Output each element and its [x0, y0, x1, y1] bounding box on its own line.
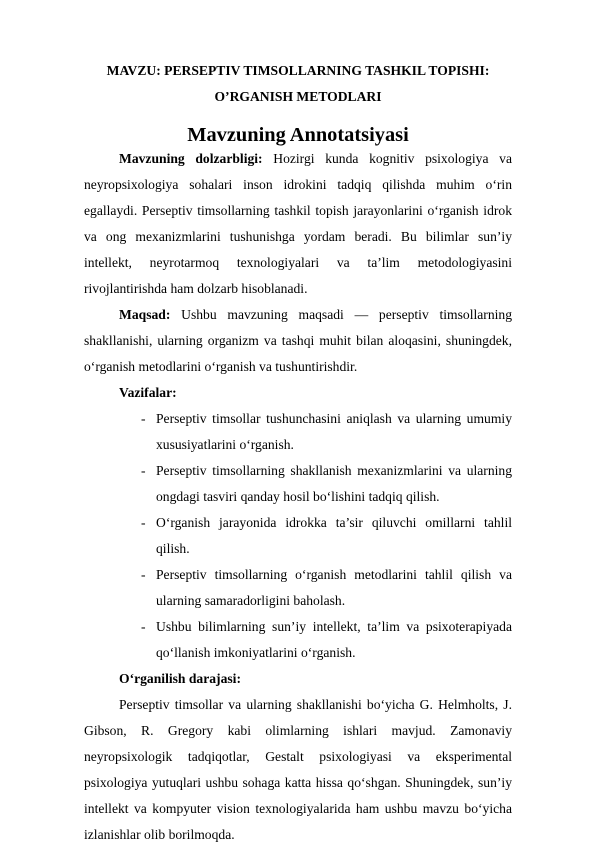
list-item-text: Perseptiv timsollar tushunchasini aniqlash va ularning umumiy xususiyatlarini o‘rganish.: [156, 411, 512, 452]
relevance-label: Mavzuning dolzarbligi:: [119, 151, 263, 166]
tasks-heading: Vazifalar:: [119, 385, 177, 400]
list-item: [84, 614, 512, 666]
list-dash: -: [141, 567, 146, 582]
list-item-text: Perseptiv timsollarning shakllanish mexanizmlarini va ularning ongdagi tasviri qanday hosil bo‘lishini tadqiq qilish.: [156, 463, 512, 504]
goal-text: Ushbu mavzuning maqsadi — perseptiv timsollarning shakllanishi, ularning organizm va tashqi muhit bilan aloqasini, shuningdek, o‘rganish metodlarini o‘rganish va tushuntirishdir.: [84, 307, 512, 374]
list-dash: -: [141, 619, 146, 634]
list-dash: -: [141, 463, 146, 478]
goal-paragraph: [84, 302, 512, 380]
list-item: [84, 458, 512, 510]
study-heading: O‘rganilish darajasi:: [119, 671, 241, 686]
list-item-text: Ushbu bilimlarning sun’iy intellekt, ta’lim va psixoterapiyada qo‘llanish imkoniyatlarini o‘rganish.: [156, 619, 512, 660]
document-body: [84, 146, 512, 848]
relevance-paragraph: [84, 146, 512, 302]
study-paragraph: Perseptiv timsollar va ularning shakllanishi bo‘yicha G. Helmholts, J. Gibson, R. Gregory kabi olimlarning ishlari mavjud. Zamonaviy neyropsixologik tadqiqotlar, Gestalt psixologiyasi va eksperimental psixologiya yutuqlari ushbu sohaga katta hissa qo‘shgan. Shuningdek, sun’iy intellekt va kompyuter vision texnologiyalarida ham ushbu mavzu bo‘yicha izlanishlar olib borilmoqda.: [84, 697, 512, 842]
list-item: [84, 406, 512, 458]
annotation-heading: Mavzuning Annotatsiyasi: [187, 124, 409, 146]
list-dash: -: [141, 411, 146, 426]
list-item: [84, 510, 512, 562]
relevance-text: Hozirgi kunda kognitiv psixologiya va neyropsixologiya sohalari inson idrokini tadqiq qilishda muhim o‘rin egallaydi. Perseptiv timsollarning tashkil topish jarayonlarini o‘rganish idrok va ong mexanizmlarini tushunishga yordam beradi. Bu bilimlar sun’iy intellekt, neyrotarmoq texnologiyalari va ta’lim metodologiyasini rivojlantirishda ham dolzarb hisoblanadi.: [84, 151, 512, 296]
list-item: [84, 562, 512, 614]
list-item-text: O‘rganish jarayonida idrokka ta’sir qiluvchi omillarni tahlil qilish.: [156, 515, 512, 556]
title-line-2: O’RGANISH METODLARI: [214, 89, 382, 104]
tasks-list: [84, 406, 512, 666]
title-line-1: MAVZU: PERSEPTIV TIMSOLLARNING TASHKIL TOPISHI:: [106, 63, 490, 78]
goal-label: Maqsad:: [119, 307, 171, 322]
list-item-text: Perseptiv timsollarning o‘rganish metodlarini tahlil qilish va ularning samaradorligini baholash.: [156, 567, 512, 608]
list-dash: -: [141, 515, 146, 530]
